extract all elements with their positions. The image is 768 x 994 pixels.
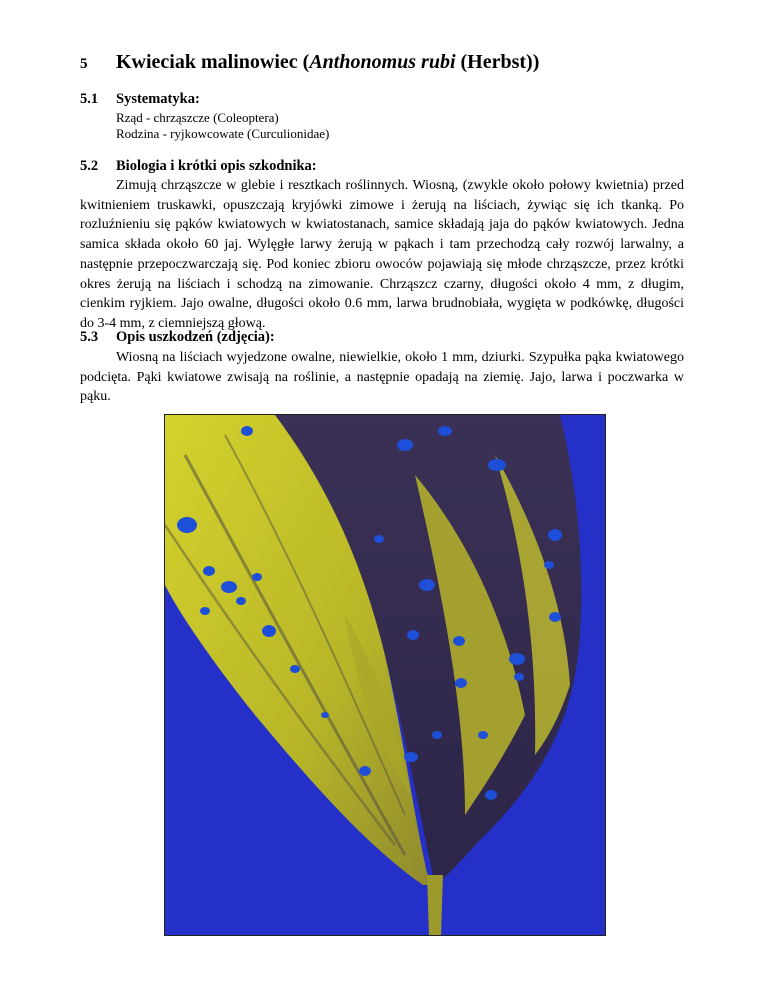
hole	[419, 579, 435, 591]
biology-number: 5.2	[80, 158, 99, 174]
hole	[438, 426, 452, 436]
hole	[407, 630, 419, 640]
title-prefix: Kwieciak malinowiec (	[116, 51, 310, 73]
leaf-photo-graphic	[165, 415, 605, 935]
hole	[488, 459, 506, 471]
damage-paragraph: Wiosną na liściach wyjedzone owalne, niewielkie, około 1 mm, dziurki. Szypułka pąka kwiatowego podcięta. Pąki kwiatowe zwisają na roślinie, a następnie opadają na ziemię. Jajo, larwa i poczwarka w pąku.	[80, 350, 684, 405]
hole	[252, 573, 262, 581]
hole	[236, 597, 246, 605]
title-suffix: (Herbst))	[455, 51, 540, 73]
hole	[200, 607, 210, 615]
systematics-title: Systematyka:	[116, 91, 200, 107]
hole	[203, 566, 215, 576]
leaf-stem	[427, 875, 443, 935]
hole	[548, 529, 562, 541]
hole	[514, 673, 524, 681]
systematics-number: 5.1	[80, 91, 99, 107]
hole	[359, 766, 371, 776]
biology-title: Biologia i krótki opis szkodnika:	[116, 158, 317, 174]
hole	[321, 712, 329, 718]
hole	[177, 517, 197, 533]
hole	[478, 731, 488, 739]
order-line: Rząd - chrząszcze (Coleoptera)	[116, 110, 279, 125]
hole	[549, 612, 561, 622]
hole	[485, 790, 497, 800]
hole	[241, 426, 253, 436]
section-number: 5	[80, 56, 88, 72]
hole	[544, 561, 554, 569]
hole	[453, 636, 465, 646]
hole	[509, 653, 525, 665]
hole	[397, 439, 413, 451]
hole	[262, 625, 276, 637]
damage-title: Opis uszkodzeń (zdjęcia):	[116, 329, 275, 345]
family-line: Rodzina - ryjkowcowate (Curculionidae)	[116, 126, 330, 141]
hole	[455, 678, 467, 688]
section-heading	[116, 50, 539, 74]
damage-number: 5.3	[80, 329, 99, 345]
hole	[432, 731, 442, 739]
leaf-damage-photo	[164, 414, 606, 936]
hole	[374, 535, 384, 543]
latin-name: Anthonomus rubi	[309, 51, 456, 73]
hole	[221, 581, 237, 593]
hole	[404, 752, 418, 762]
hole	[290, 665, 300, 673]
biology-paragraph: Zimują chrząszcze w glebie i resztkach roślinnych. Wiosną, (zwykle około połowy kwietnia) przed kwitnieniem truskawki, opuszczają kryjówki zimowe i żerują na liściach, żywiąc się ich tkanką. Po rozluźnieniu się pąków kwiatowych w kwiatostanach, samice składają jaja do pąków kwiatowych. Jedna samica składa około 60 jaj. Wylęgłe larwy żerują w pąkach i tam przechodzą cały rozwój larwalny, a następnie przepoczwarczają się. Pod koniec zbioru owoców pojawiają się młode chrząszcze, przez krótki okres żerują na liściach i schodzą na zimowanie. Chrząszcz czarny, długości około 4 mm, z długim, cienkim ryjkiem. Jajo owalne, długości około 0.6 mm, larwa brudnobiała, wygięta w podkówkę, długości do 3-4 mm, z ciemniejszą głową.	[80, 178, 684, 331]
